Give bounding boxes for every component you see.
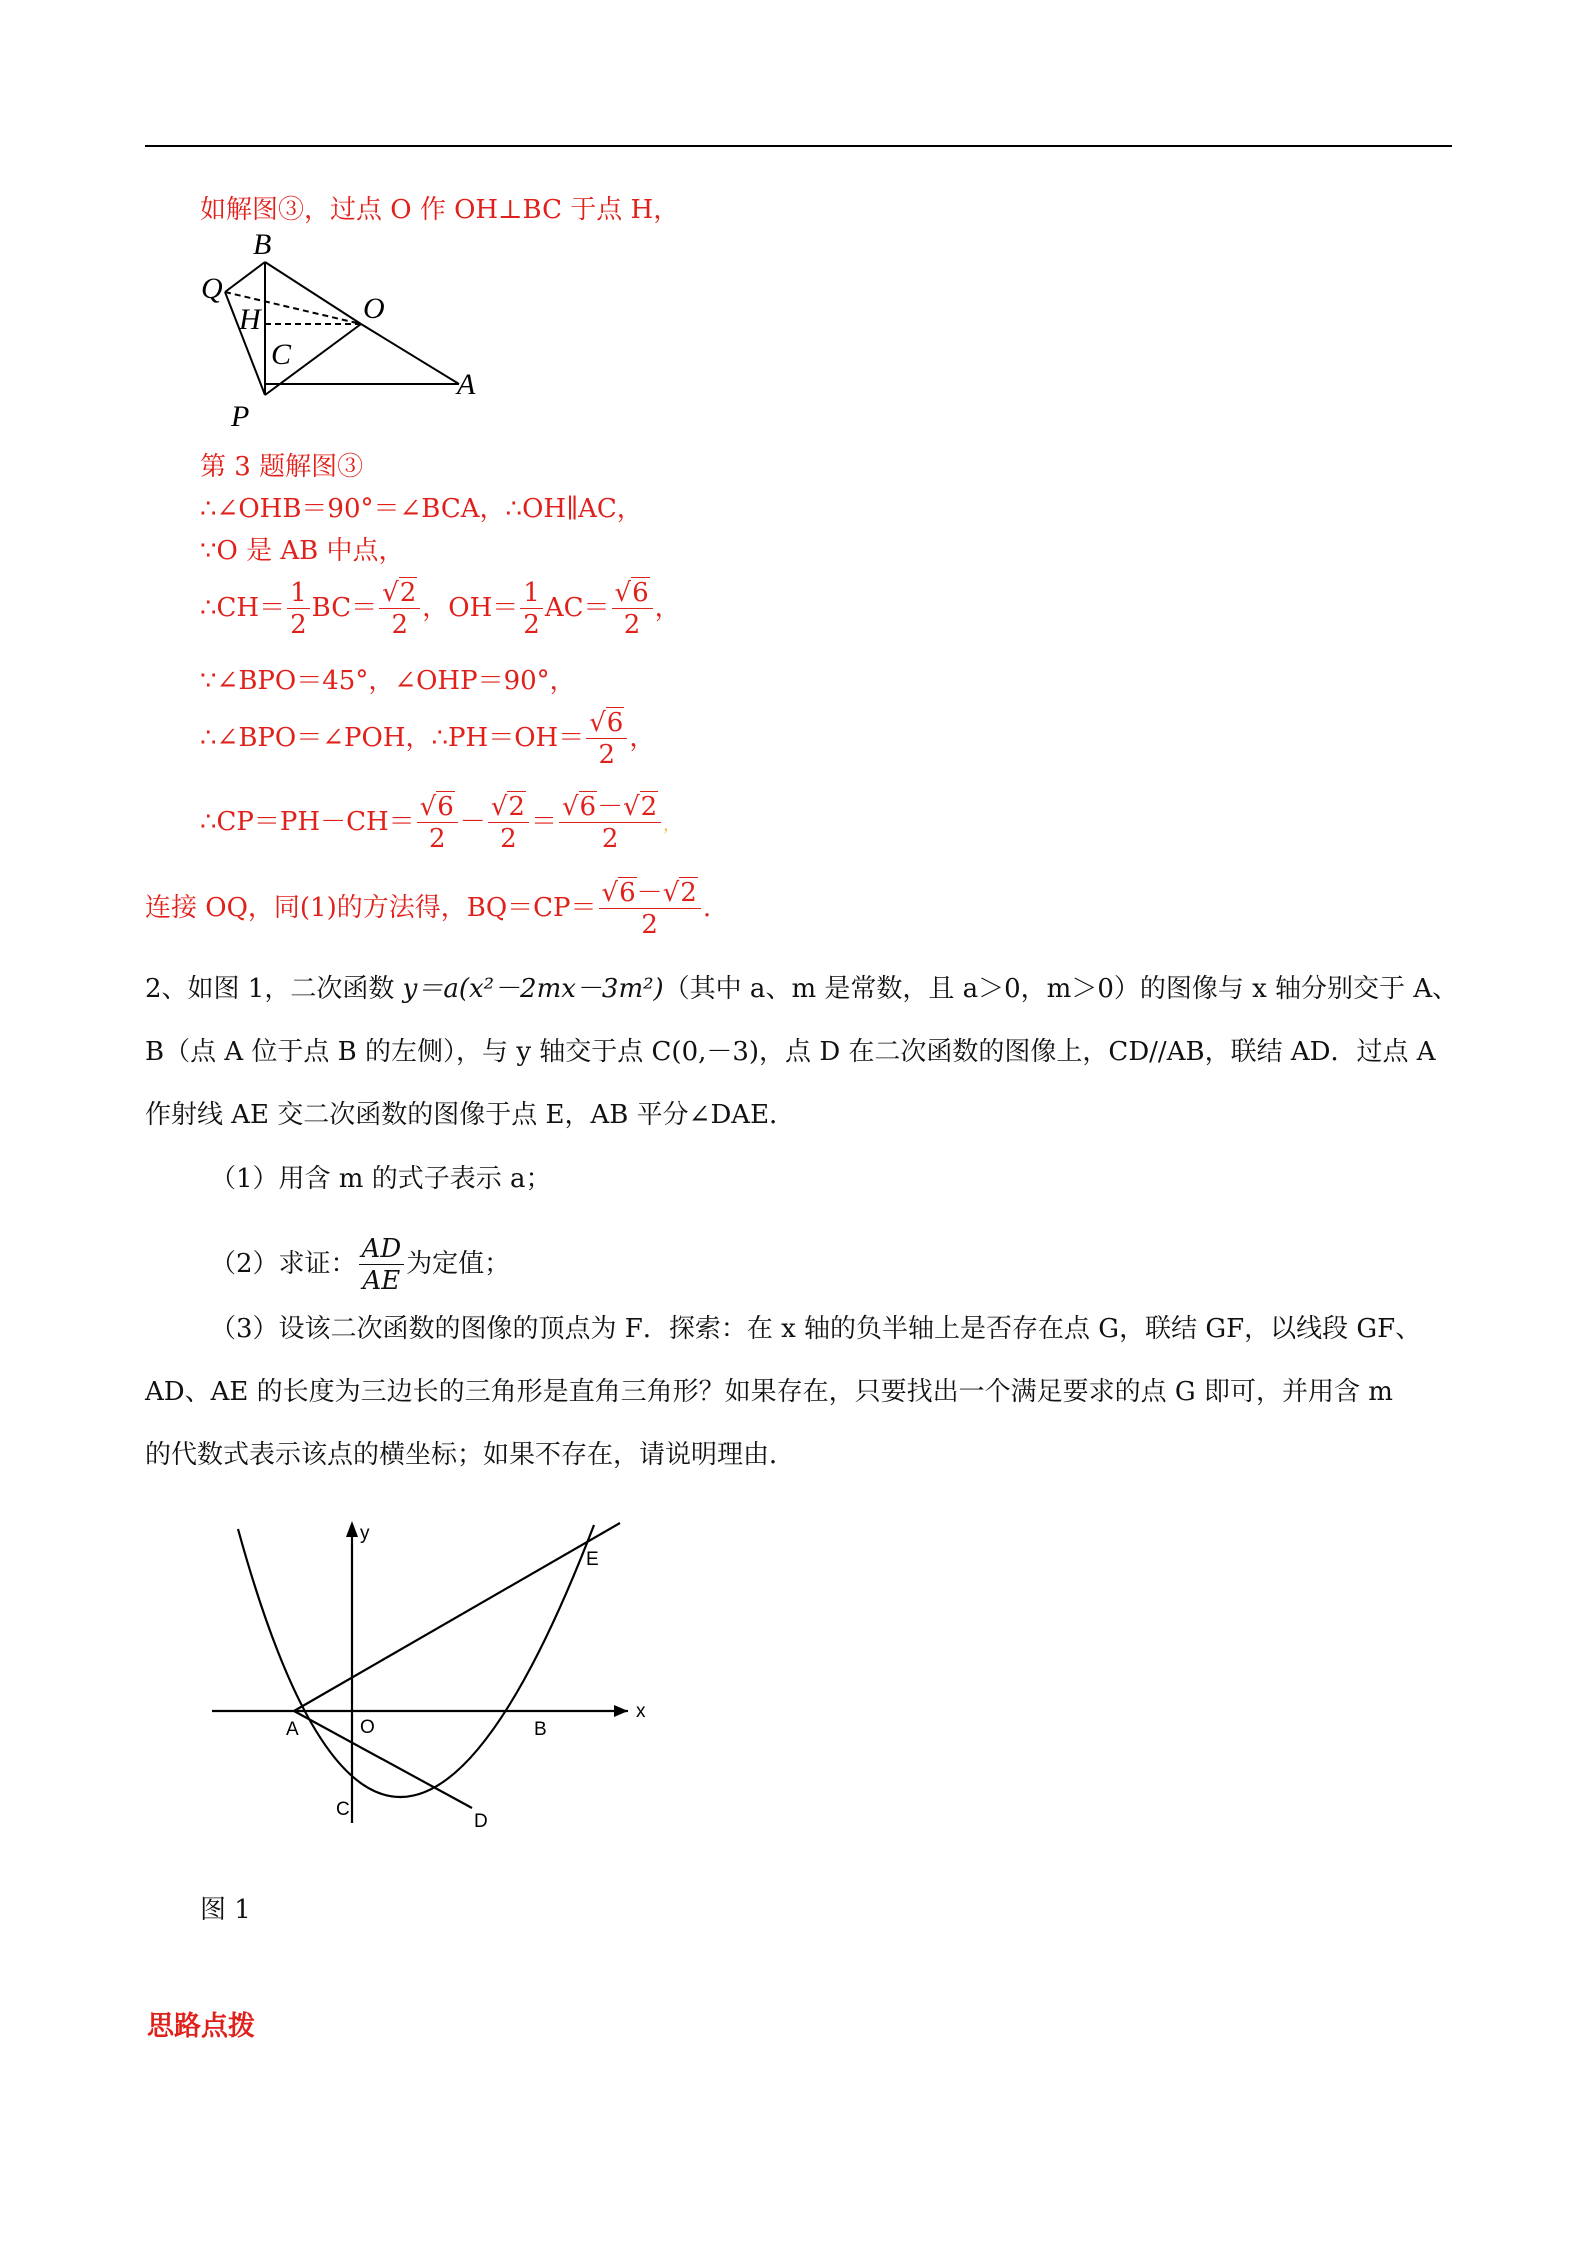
solution-line-5: ∴∠BPO＝∠POH，∴PH＝OH＝ $\frac{√6}{2}$ ，	[200, 708, 656, 770]
label-P: P	[231, 400, 250, 428]
question-2: （2）求证： $\frac{AD}{AE}$ 为定值；	[210, 1234, 511, 1296]
graph-label-D: D	[474, 1811, 488, 1832]
label-B: B	[253, 228, 272, 261]
graph-label-E: E	[586, 1549, 599, 1570]
label-Q: Q	[201, 272, 223, 305]
problem2-paragraph-3: 作射线 AE 交二次函数的图像于点 E，AB 平分∠DAE．	[145, 1100, 796, 1130]
question-3-line-1: （3）设该二次函数的图像的顶点为 F．探索：在 x 轴的负半轴上是否存在点 G，联结 GF，以线段 GF、	[210, 1314, 1422, 1344]
solution-line-4: ∵∠BPO＝45°，∠OHP＝90°，	[200, 666, 576, 696]
y-axis-arrow-icon	[346, 1521, 358, 1537]
label-H: H	[239, 303, 261, 336]
graph-label-B: B	[534, 1719, 547, 1740]
question-3-line-3: 的代数式表示该点的横坐标；如果不存在，请说明理由．	[145, 1440, 796, 1470]
problem2-paragraph-2: B（点 A 位于点 B 的左侧），与 y 轴交于点 C(0,－3)，点 D 在二次函数的图像上，CD//AB，联结 AD．过点 A	[145, 1037, 1436, 1067]
question-3-line-2: AD、AE 的长度为三边长的三角形是直角三角形？如果存在，只要找出一个满足要求的点 G 即可，并用含 m	[145, 1377, 1393, 1407]
figure-caption-1: 图 1	[200, 1895, 251, 1925]
label-O: O	[363, 292, 385, 325]
label-A: A	[457, 368, 476, 401]
graph-label-C: C	[336, 1799, 350, 1820]
solution-figure	[195, 228, 495, 428]
graph-label-y: y	[360, 1523, 370, 1544]
question-1: （1）用含 m 的式子表示 a；	[210, 1164, 552, 1194]
section-heading: 思路点拨	[147, 2011, 255, 2042]
ray-AE	[294, 1523, 620, 1711]
figure-caption-3: 第 3 题解图③	[200, 452, 364, 482]
solution-line-3: ∴CH＝ $\frac{1}{2}$ BC＝ $\frac{√2}{2}$ ，OH＝ $\frac{1}{2}$ AC＝ $\frac{√6}{2}$ ，	[200, 578, 681, 640]
solution-line-6: ∴CP＝PH－CH＝ $\frac{√6}{2}$ － $\frac{√2}{2}$ ＝ $\frac{√6-√2}{2}$ ，	[200, 792, 680, 854]
graph-label-A: A	[286, 1719, 299, 1740]
parabola-curve	[238, 1525, 594, 1797]
solution-line-7: 连接 OQ，同(1)的方法得，BQ＝CP＝ $\frac{√6-√2}{2}$ .	[145, 878, 712, 940]
graph-label-O: O	[360, 1717, 375, 1738]
graph-label-x: x	[636, 1701, 646, 1722]
solution-line-1: ∴∠OHB＝90°＝∠BCA，∴OH∥AC，	[200, 494, 643, 524]
solution-intro: 如解图③，过点 O 作 OH⊥BC 于点 H，	[200, 195, 680, 225]
parabola-graph	[200, 1505, 660, 1845]
top-rule	[145, 145, 1452, 147]
x-axis-arrow-icon	[614, 1705, 628, 1717]
problem2-paragraph-1: 2、如图 1，二次函数 y＝a(x²－2mx－3m²)（其中 a、m 是常数，且 a＞0，m＞0）的图像与 x 轴分别交于 A、	[145, 974, 1459, 1004]
label-C: C	[271, 338, 292, 371]
solution-line-2: ∵O 是 AB 中点，	[200, 536, 405, 566]
